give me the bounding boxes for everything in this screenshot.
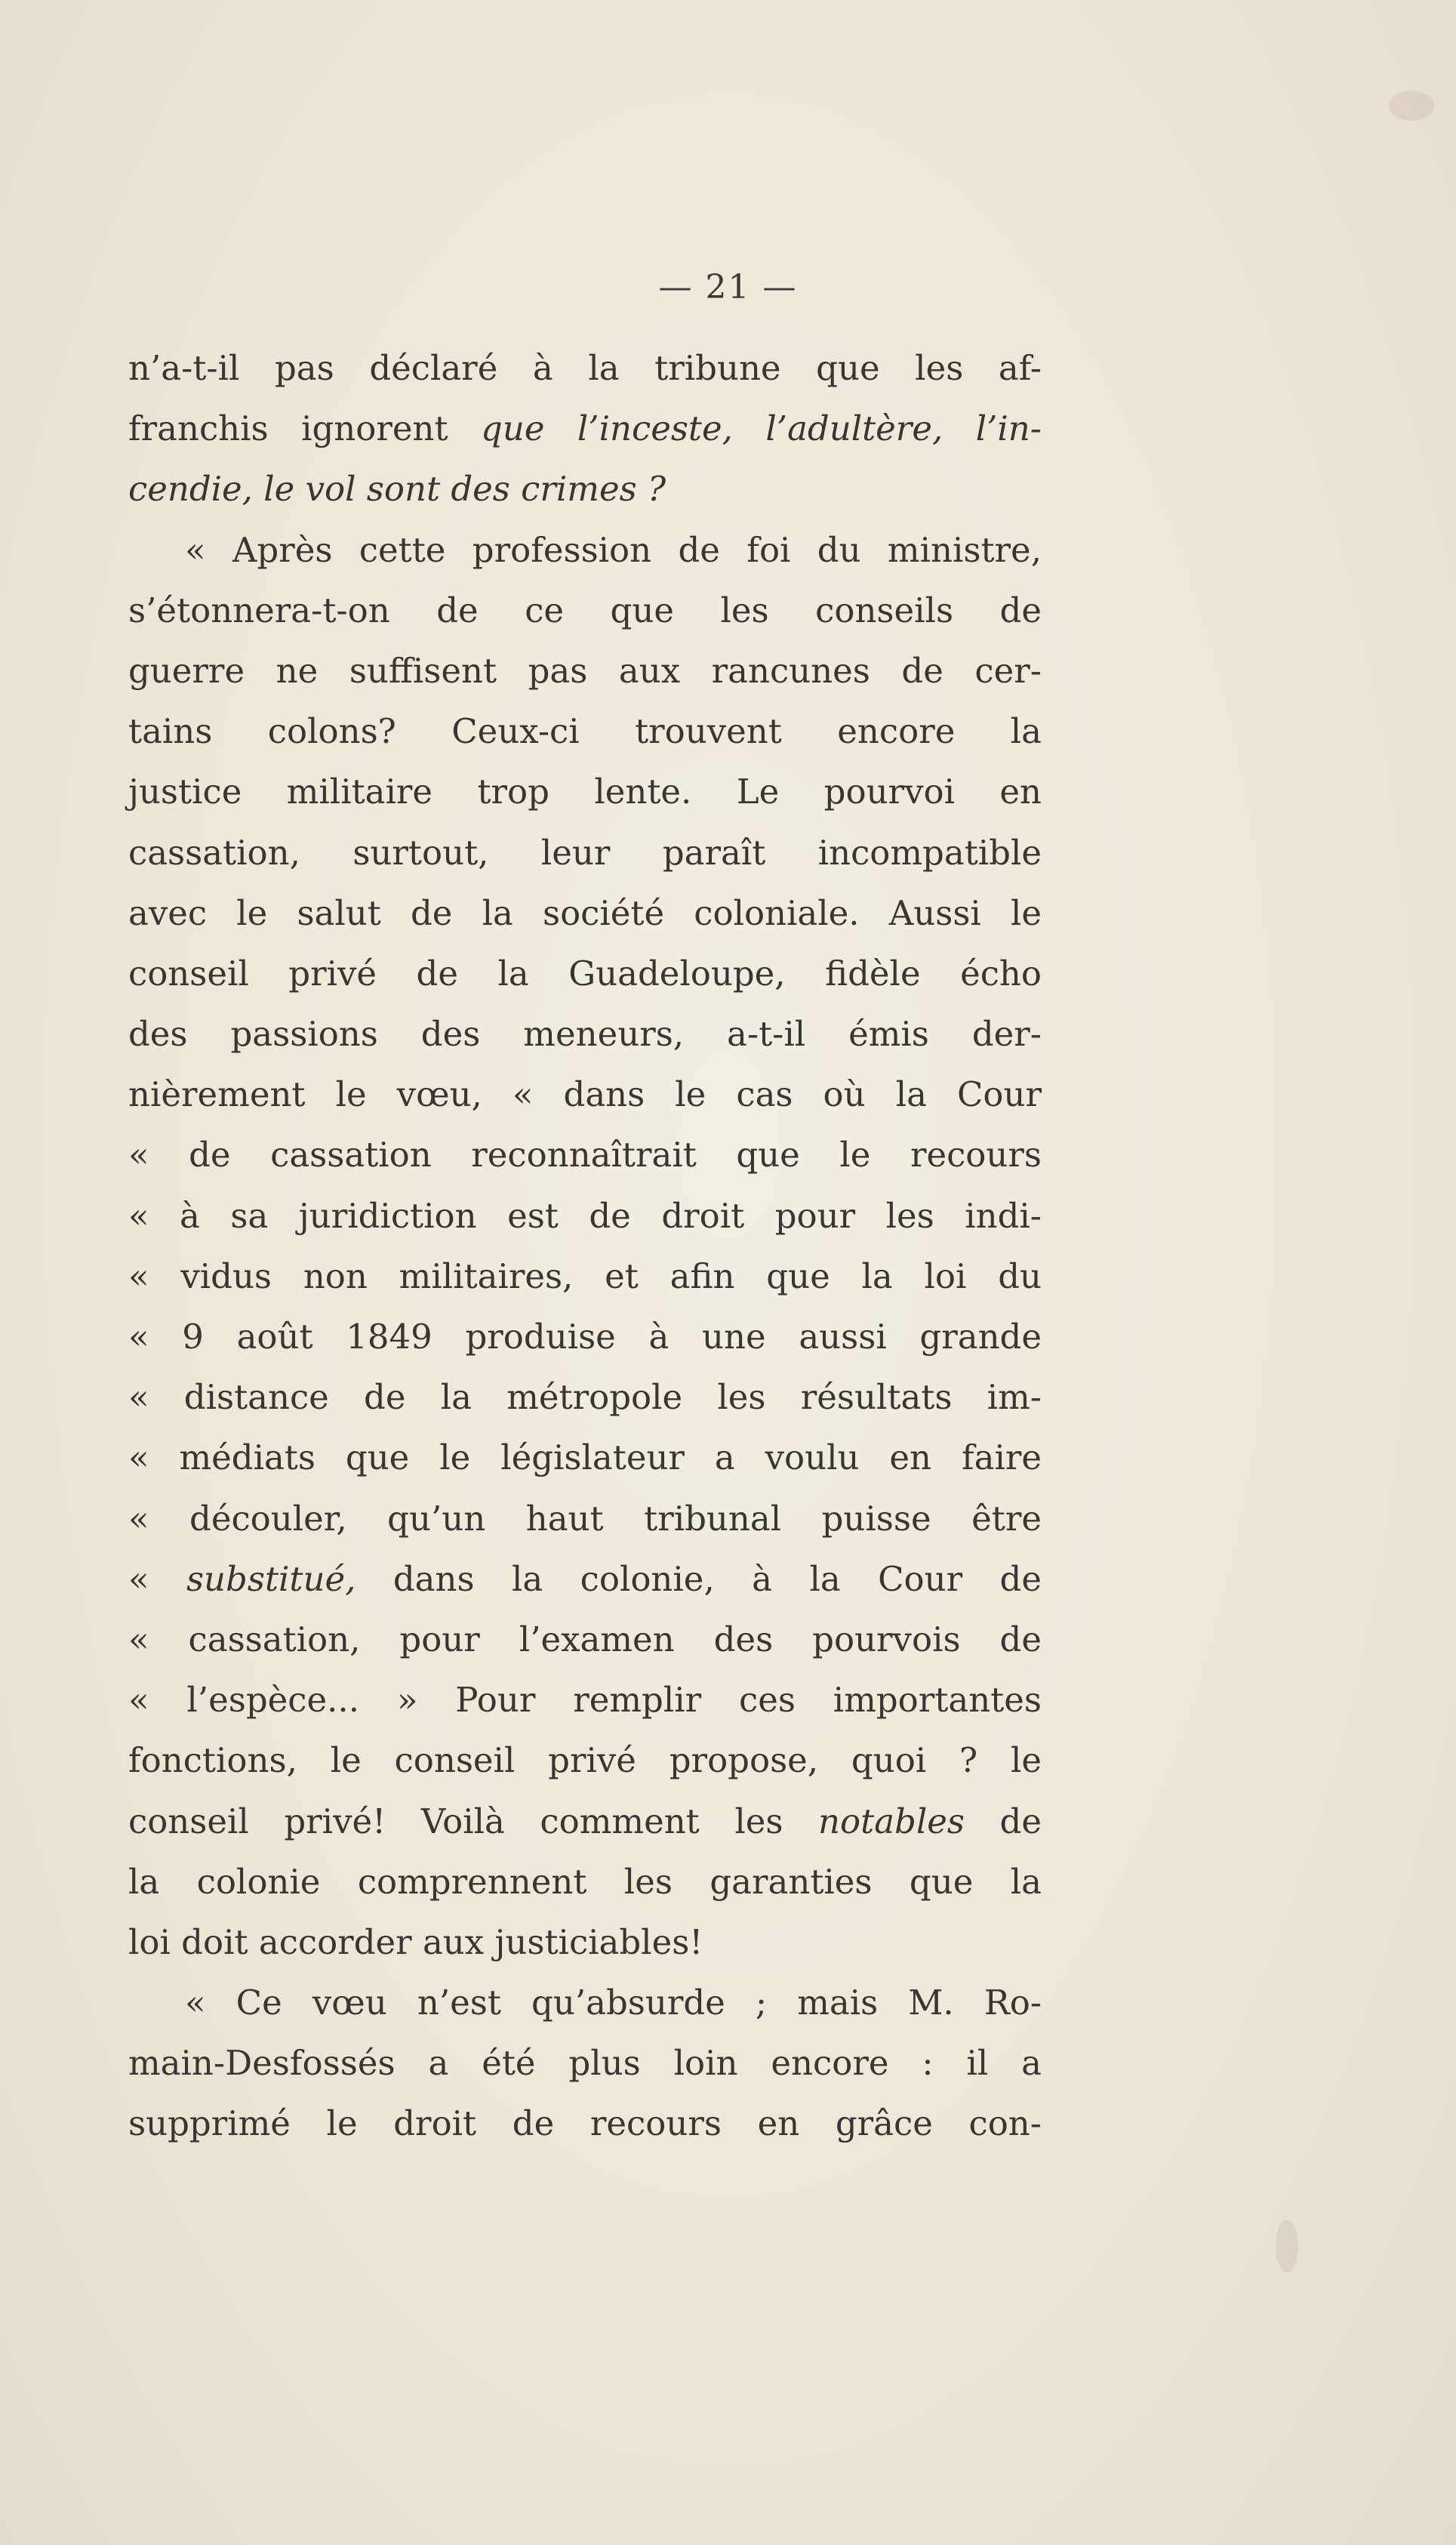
text-span: « de cassation reconnaîtrait que le recours <box>128 1135 1042 1175</box>
text-line <box>128 701 1042 762</box>
text-span: « l’espèce... » Pour remplir ces importantes <box>128 1680 1042 1721</box>
text-line <box>128 1730 1042 1791</box>
text-line <box>128 1186 1042 1246</box>
text-line <box>128 1549 1042 1610</box>
text-span: dans la colonie, à la Cour de <box>356 1558 1042 1599</box>
text-line <box>128 520 1042 581</box>
text-line <box>128 1125 1042 1185</box>
italic-text: cendie, le vol sont des crimes ? <box>128 469 666 510</box>
text-span: « Après cette profession de foi du ministre, <box>185 529 1042 570</box>
italic-text: notables <box>818 1801 965 1841</box>
text-line <box>128 1670 1042 1730</box>
text-span: « distance de la métropole les résultats im- <box>128 1377 1042 1418</box>
text-line <box>128 1428 1042 1488</box>
text-span: tains colons? Ceux-ci trouvent encore la <box>128 711 1042 752</box>
text-span: des passions des meneurs, a-t-il émis der- <box>128 1014 1042 1055</box>
paper-stain <box>1389 91 1434 121</box>
text-line <box>128 883 1042 944</box>
body-text <box>128 338 1042 2155</box>
text-span: cassation, surtout, leur paraît incompatible <box>128 832 1042 873</box>
text-line <box>128 1489 1042 1549</box>
italic-text: que l’inceste, l’adultère, l’in- <box>481 408 1042 449</box>
text-line <box>128 823 1042 883</box>
text-span: main-Desfossés a été plus loin encore : il a <box>128 2043 1042 2084</box>
text-line <box>128 762 1042 822</box>
text-span: « cassation, pour l’examen des pourvois de <box>128 1619 1042 1659</box>
text-line <box>128 1004 1042 1065</box>
text-line <box>128 1912 1042 1973</box>
text-span: « <box>128 1558 186 1599</box>
text-line <box>128 1973 1042 2033</box>
text-span: conseil privé! Voilà comment les <box>128 1801 819 1841</box>
text-span: franchis ignorent <box>128 408 482 449</box>
text-line <box>128 641 1042 701</box>
paper-stain <box>1276 2220 1298 2272</box>
text-span: de <box>964 1801 1042 1841</box>
text-line <box>128 1065 1042 1125</box>
text-line <box>128 581 1042 641</box>
text-span: nièrement le vœu, « dans le cas où la Cour <box>128 1074 1042 1115</box>
text-span: « médiats que le législateur a voulu en faire <box>128 1437 1042 1478</box>
text-line <box>128 1610 1042 1670</box>
text-span: « à sa juridiction est de droit pour les indi- <box>128 1195 1042 1236</box>
text-line <box>128 1246 1042 1307</box>
text-line <box>128 1367 1042 1428</box>
text-line <box>128 338 1042 399</box>
text-span: avec le salut de la société coloniale. Aussi le <box>128 892 1042 933</box>
text-line <box>128 1852 1042 1912</box>
text-span: s’étonnera-t-on de ce que les conseils de <box>128 590 1042 630</box>
text-line <box>128 1792 1042 1852</box>
text-line <box>128 1307 1042 1367</box>
text-line <box>128 459 1042 519</box>
text-line <box>128 944 1042 1004</box>
text-span: loi doit accorder aux justiciables! <box>128 1921 703 1962</box>
text-span: guerre ne suffisent pas aux rancunes de cer- <box>128 650 1042 691</box>
text-line <box>128 399 1042 459</box>
text-span: « découler, qu’un haut tribunal puisse être <box>128 1498 1042 1539</box>
italic-text: substitué, <box>186 1558 356 1599</box>
text-span: « vidus non militaires, et afin que la loi du <box>128 1256 1042 1296</box>
text-span: « 9 août 1849 produise à une aussi grande <box>128 1317 1042 1357</box>
text-line <box>128 2033 1042 2094</box>
text-span: conseil privé de la Guadeloupe, fidèle écho <box>128 953 1042 994</box>
text-line <box>128 2094 1042 2154</box>
text-span: « Ce vœu n’est qu’absurde ; mais M. Ro- <box>185 1983 1042 2023</box>
text-span: justice militaire trop lente. Le pourvoi en <box>128 772 1042 812</box>
text-span: fonctions, le conseil privé propose, quoi ? le <box>128 1740 1042 1781</box>
text-span: n’a-t-il pas déclaré à la tribune que les af- <box>128 348 1042 388</box>
text-span: supprimé le droit de recours en grâce con- <box>128 2103 1042 2144</box>
page-number: — 21 — <box>658 268 798 307</box>
text-span: la colonie comprennent les garanties que la <box>128 1861 1042 1902</box>
